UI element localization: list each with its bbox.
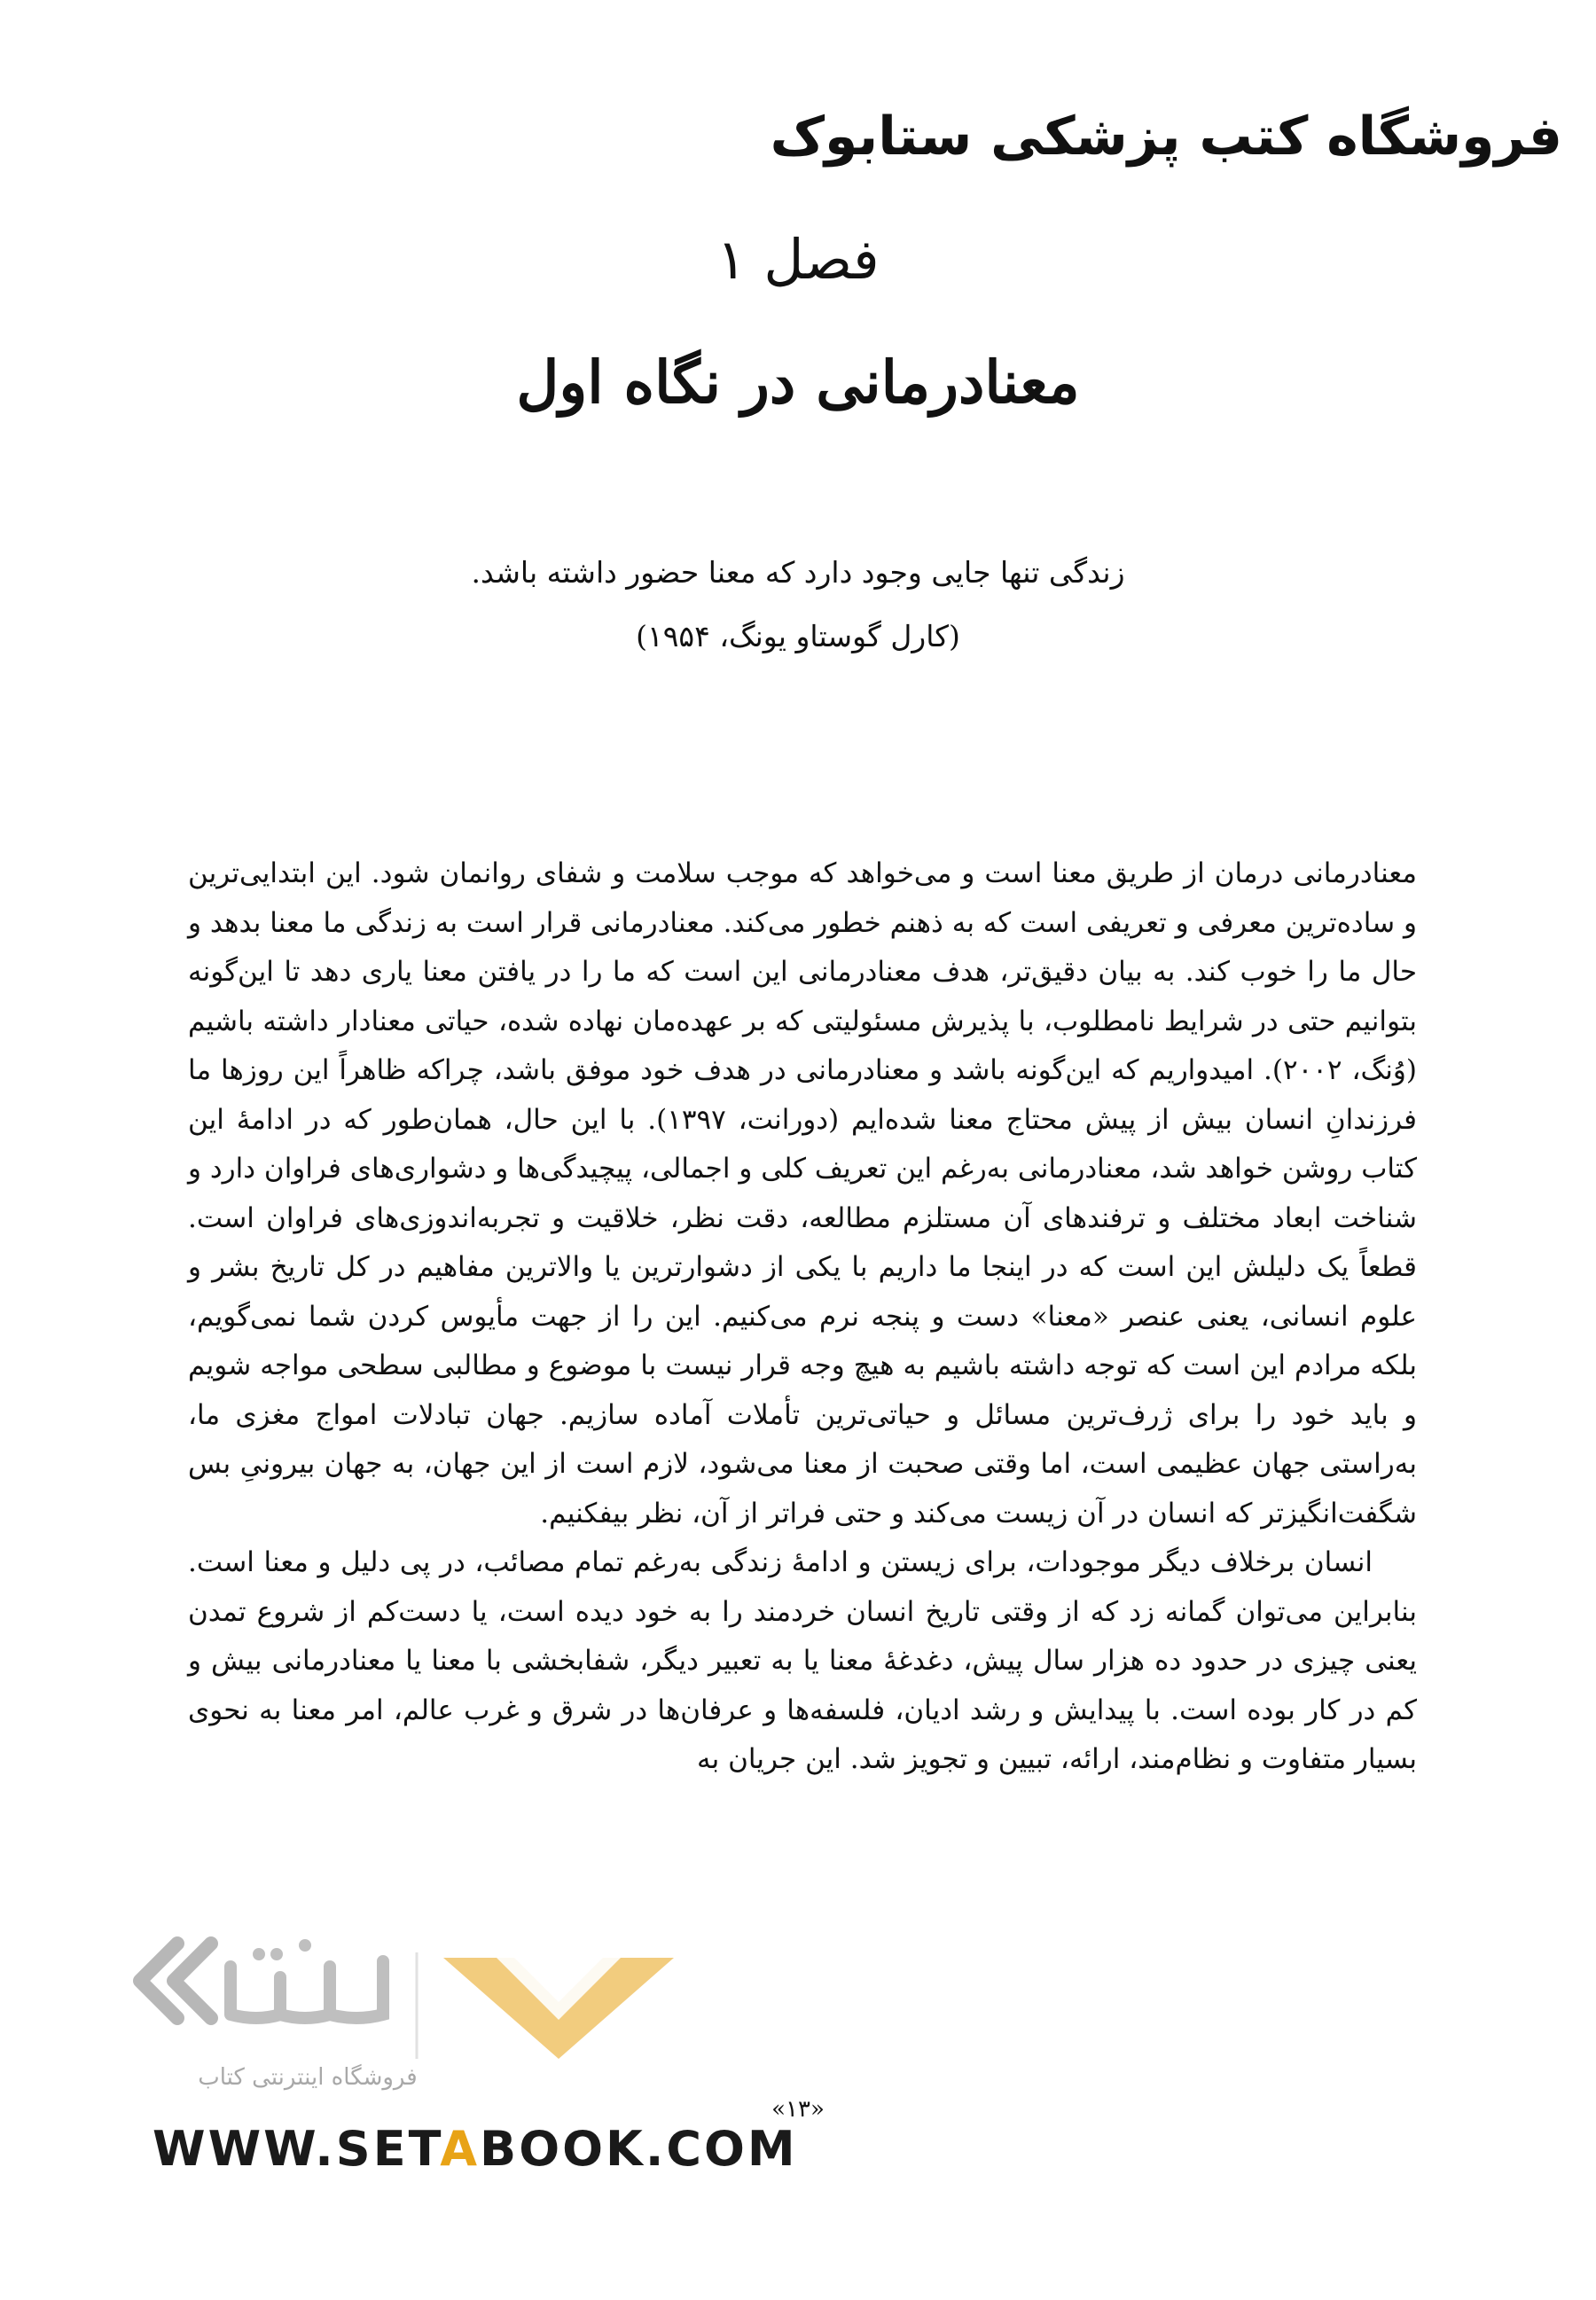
- chapter-number: فصل ۱: [716, 227, 880, 292]
- watermark-url-part: BOOK.COM: [480, 2121, 798, 2177]
- epigraph: [0, 541, 1596, 669]
- epigraph-attribution: (کارل گوستاو یونگ، ۱۹۵۴): [636, 619, 960, 653]
- body-text: [188, 849, 1417, 1785]
- watermark-url-part: WWW.SET: [153, 2121, 441, 2177]
- paragraph: انسان برخلاف دیگر موجودات، برای زیستن و ادامهٔ زندگی به‌رغم تمام مصائب، در پی دلیل و معنا است. بنابراین می‌توان گمانه زد که از وقتی تاریخ انسان خردمند را به خود دیده است، یا دست‌کم از شروع تمدن یعنی چیزی در حدود ده هزار سال پیش، دغدغهٔ معنا یا به تعبیر دیگر، شفابخشی با معنا یا معنادرمانی بیش و کم در کار بوده است. با پیدایش و رشد ادیان، فلسفه‌ها و عرفان‌ها در شرق و غرب عالم، امر معنا به نحوی بسیار متفاوت و نظام‌مند، ارائه، تبیین و تجویز شد. این جریان به: [188, 1546, 1417, 1775]
- page-number: «۱۳»: [771, 2096, 825, 2123]
- watermark-tagline: فروشگاه اینترنتی کتاب: [198, 2064, 418, 2091]
- watermark-url: [153, 2121, 798, 2177]
- setabook-watermark-logo: [124, 1926, 727, 2121]
- paragraph: معنادرمانی درمان از طریق معنا است و می‌خواهد که موجب سلامت و شفای روانمان شود. این ابتدایی‌ترین و ساده‌ترین معرفی و تعریفی است که به ذهنم خطور می‌کند. معنادرمانی قرار است به زندگی ما معنا بدهد و حال ما را خوب کند. به بیان دقیق‌تر، هدف معنادرمانی این است که ما را در یافتن معنا یاری دهد تا این‌گونه بتوانیم حتی در شرایط نامطلوب، با پذیرش مسئولیتی که بر عهده‌مان نهاده شده، حیاتی معنادار داشته باشیم (وُنگ، ۲۰۰۲). امیدواریم که این‌گونه باشد و معنادرمانی در هدف خود موفق باشد، چراکه ظاهراً این روزها ما فرزندانِ انسان بیش از پیش محتاج معنا شده‌ایم (دورانت، ۱۳۹۷). با این حال، همان‌طور که در ادامهٔ این کتاب روشن خواهد شد، معنادرمانی به‌رغم این تعریف کلی و اجمالی، پیچیدگی‌ها و دشواری‌های فراوان دارد و شناخت ابعاد مختلف و ترفندهای آن مستلزم مطالعه، دقت نظر، خلاقیت و تجربه‌اندوزی‌های فراوان است. قطعاً یک دلیلش این است که در اینجا ما داریم با یکی از دشوارترین یا والاترین مفاهیم در کل تاریخ بشر و علوم انسانی، یعنی عنصر «معنا» دست و پنجه نرم می‌کنیم. این را از جهت مأیوس کردن شما نمی‌گویم، بلکه مرادم این است که توجه داشته باشیم به هیچ وجه قرار نیست با موضوع و مطالبی سطحی مواجه شویم و باید خود را برای ژرف‌ترین مسائل و حیاتی‌ترین تأملات آماده سازیم. جهان تبادلات امواج مغزی ما، به‌راستی جهان عظیمی است، اما وقتی صحبت از معنا می‌شود، لازم است از این جهان، به جهان بیرونیِ بس شگفت‌انگیزتر که انسان در آن زیست می‌کند و حتی فراتر از آن، نظر بیفکنیم.: [188, 857, 1417, 1529]
- chapter-title: معنادرمانی در نگاه اول: [516, 348, 1080, 417]
- watermark-url-accent: A: [440, 2121, 481, 2177]
- epigraph-quote: زندگی تنها جایی وجود دارد که معنا حضور داشته باشد.: [471, 555, 1125, 590]
- store-header: فروشگاه کتب پزشکی ستابوک: [770, 106, 1562, 168]
